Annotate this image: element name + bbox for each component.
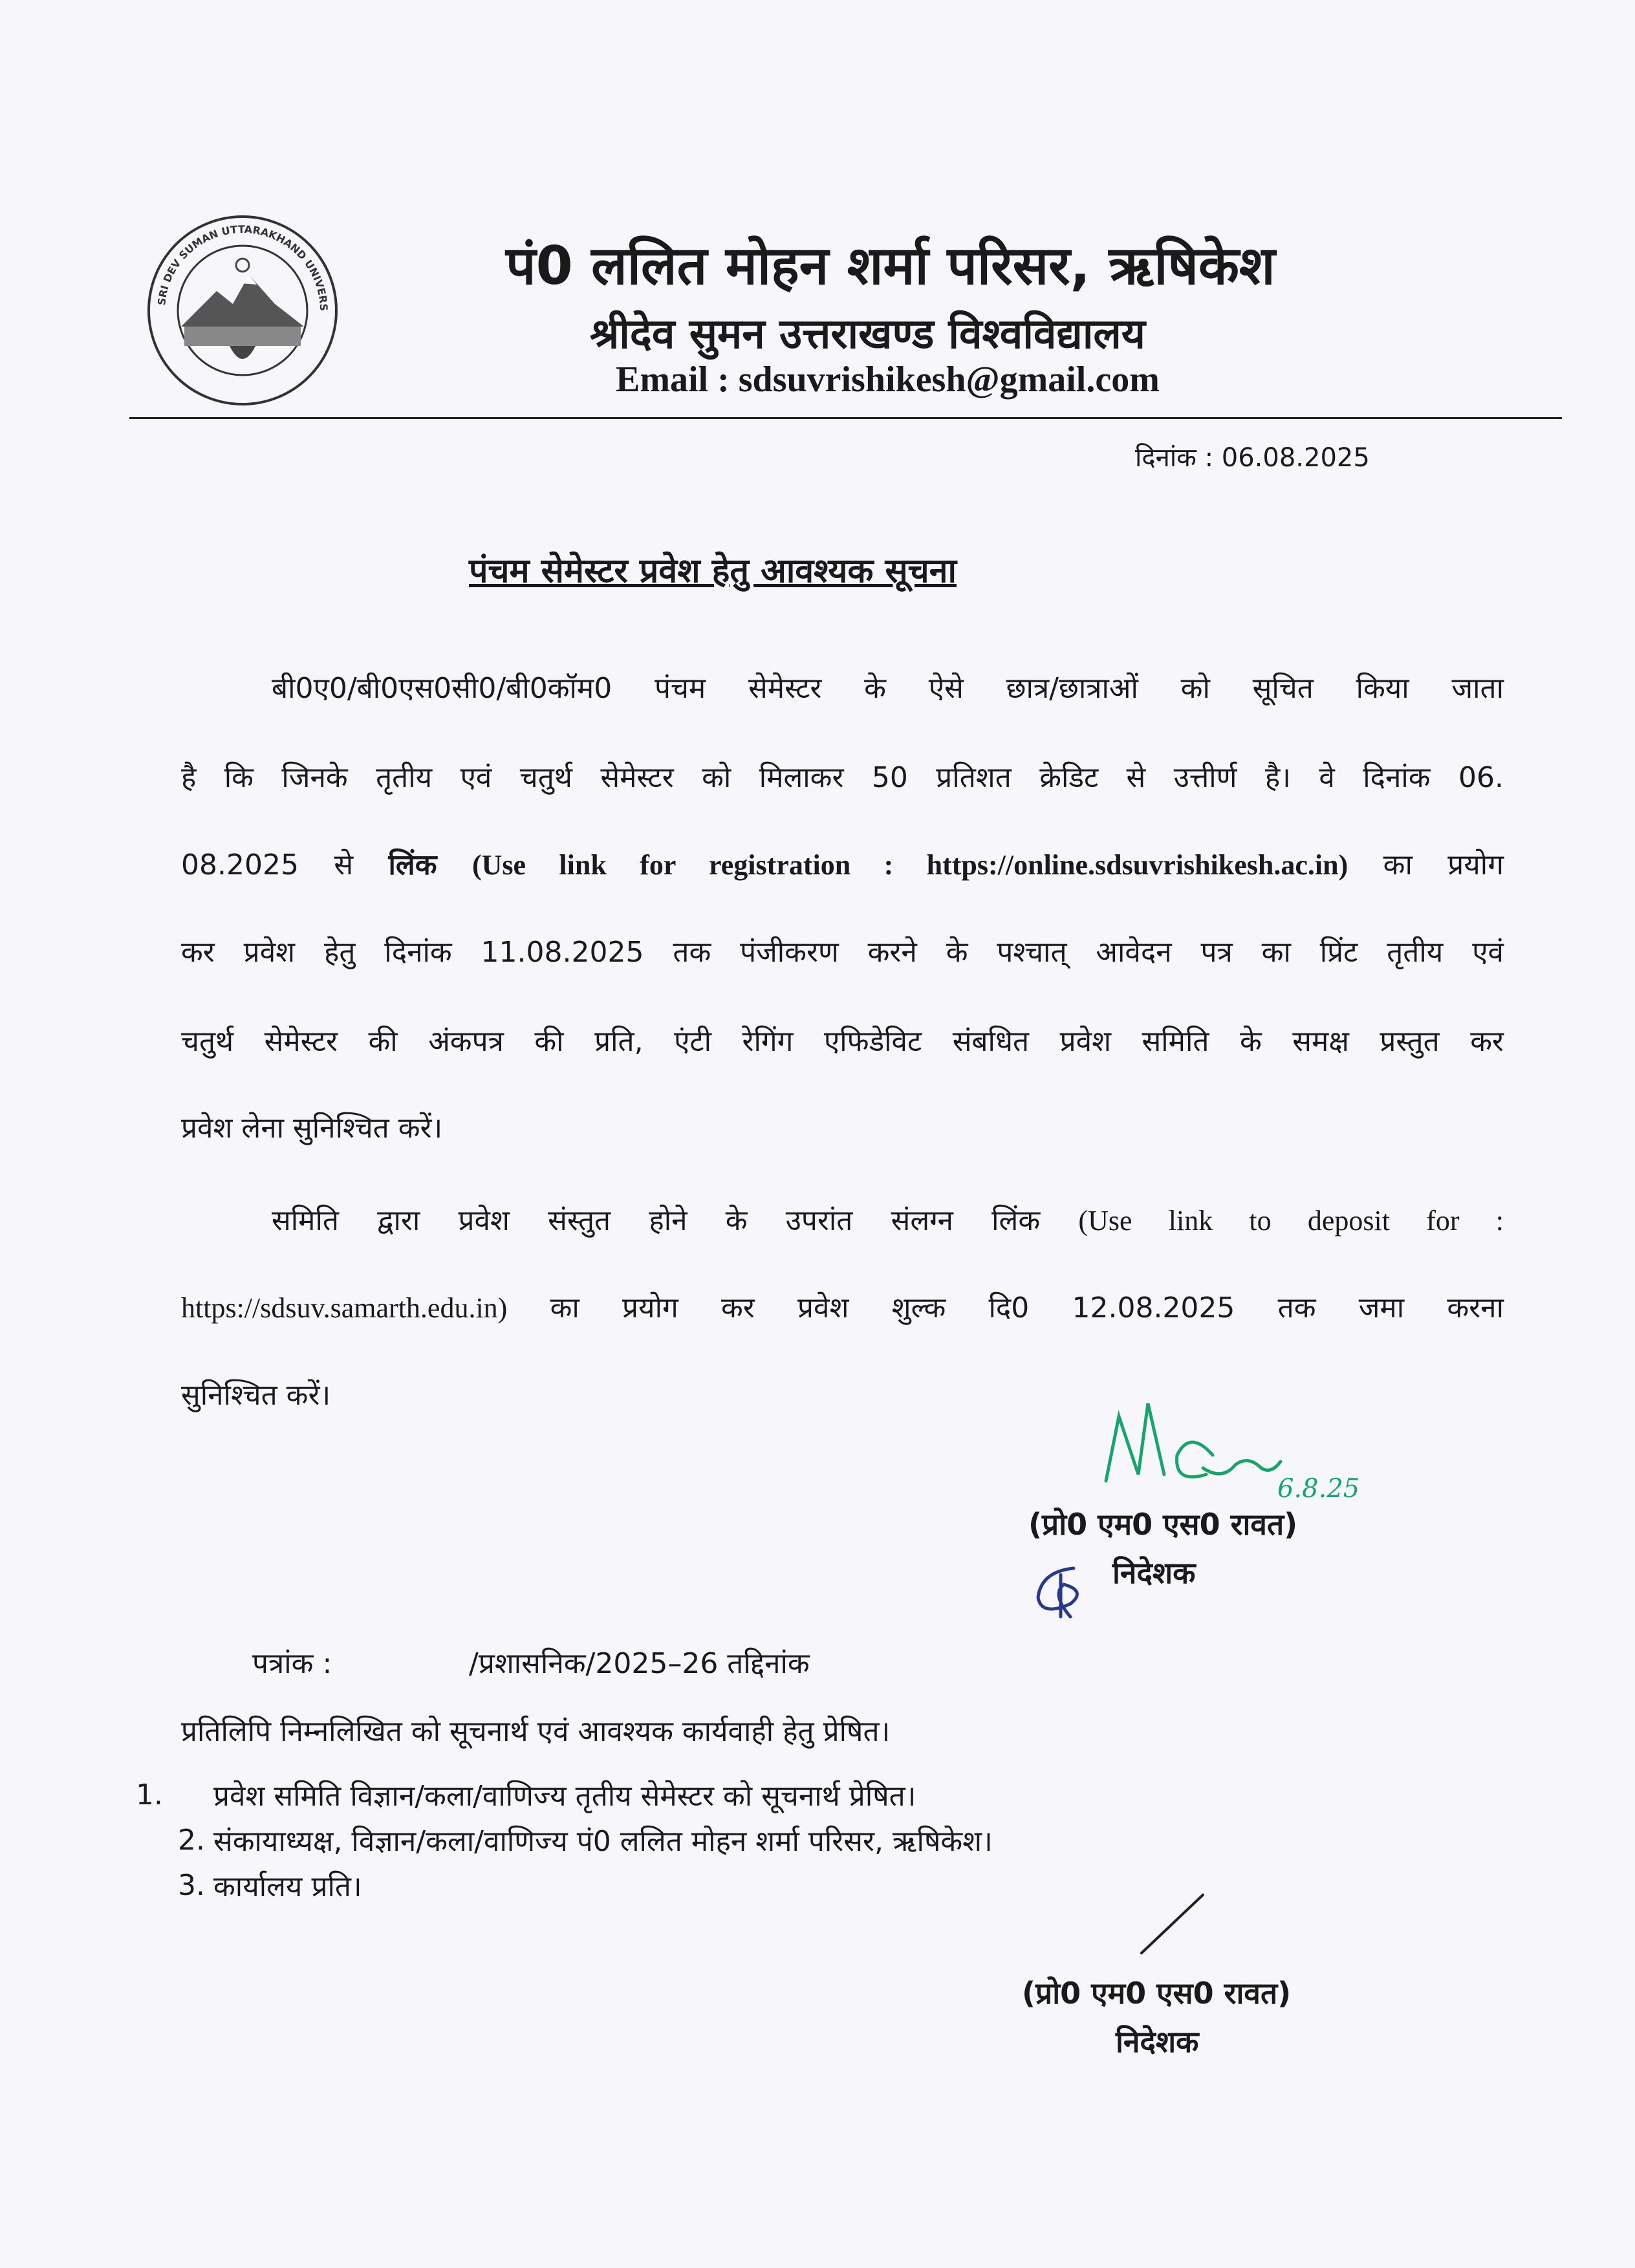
para1-line3-end: का प्रयोग — [1383, 848, 1504, 881]
para1-line5: चतुर्थ सेमेस्टर की अंकपत्र की प्रति, एंटी रेगिंग एफिडेविट संबधित प्रवेश समिति के समक्ष प्रस्तुत कर — [181, 1025, 1504, 1058]
university-name: श्रीदेव सुमन उत्तराखण्ड विश्वविद्यालय — [590, 310, 1145, 358]
signature-date: 6.8.25 — [1277, 1474, 1360, 1504]
fee-deposit-link[interactable]: https://sdsuv.samarth.edu.in) — [181, 1292, 508, 1324]
letter-number-label: पत्रांक : — [252, 1647, 332, 1680]
initial-mark — [1025, 1555, 1096, 1626]
copy-item-2-number: 2. — [178, 1824, 205, 1857]
copy-intro: प्रतिलिपि निम्नलिखित को सूचनार्थ एवं आवश्यक कार्यवाही हेतु प्रेषित। — [181, 1715, 891, 1748]
para2-line2 — [181, 1287, 1504, 1326]
para1-line6: प्रवेश लेना सुनिश्चित करें। — [181, 1112, 443, 1145]
copy-item-3: कार्यालय प्रति। — [213, 1870, 362, 1903]
para2-line1-english: (Use link to deposit for : — [1078, 1205, 1504, 1237]
director-designation: निदेशक — [1112, 1555, 1196, 1590]
letter-number-text: /प्रशासनिक/2025–26 तद्दिनांक — [469, 1647, 810, 1680]
notice-heading: पंचम सेमेस्टर प्रवेश हेतु आवश्यक सूचना — [469, 552, 957, 590]
copy-item-1: प्रवेश समिति विज्ञान/कला/वाणिज्य तृतीय सेमेस्टर को सूचनार्थ प्रेषित। — [213, 1780, 916, 1813]
institution-title: पं0 ललित मोहन शर्मा परिसर, ऋषिकेश — [506, 235, 1275, 297]
director-name: (प्रो0 एम0 एस0 रावत) — [1028, 1507, 1298, 1542]
para1-line4: कर प्रवेश हेतु दिनांक 11.08.2025 तक पंजीकरण करने के पश्चात् आवेदन पत्र का प्रिंट तृतीय एवं — [181, 936, 1504, 969]
director-signature — [1093, 1377, 1391, 1507]
para1-line3 — [181, 844, 1504, 883]
copy-item-1-number: 1. — [136, 1778, 163, 1811]
director-name-2: (प्रो0 एम0 एस0 रावत) — [1022, 1976, 1292, 2011]
para1-line1: बी0ए0/बी0एस0सी0/बी0कॉम0 पंचम सेमेस्टर के ऐसे छात्र/छात्राओं को सूचित किया जाता — [272, 672, 1504, 705]
para2-line1 — [272, 1200, 1504, 1238]
approval-stroke — [1135, 1888, 1213, 1960]
copy-item-3-number: 3. — [178, 1869, 205, 1902]
para2-line1-text: समिति द्वारा प्रवेश संस्तुत होने के उपरांत संलग्न लिंक — [272, 1204, 1041, 1237]
email-line: Email : sdsuvrishikesh@gmail.com — [616, 360, 1160, 400]
logo-text: SRI DEV SUMAN UTTARAKHAND UNIVERS — [155, 222, 330, 312]
registration-link[interactable]: (Use link for registration : https://online.sdsuvrishikesh.ac.in) — [471, 849, 1348, 881]
copy-item-2: संकायाध्यक्ष, विज्ञान/कला/वाणिज्य पं0 ललित मोहन शर्मा परिसर, ऋषिकेश। — [213, 1825, 993, 1858]
director-designation-2: निदेशक — [1116, 2024, 1199, 2059]
para2-line2-text: का प्रयोग कर प्रवेश शुल्क दि0 12.08.2025 तक जमा करना — [550, 1291, 1504, 1324]
link-word: लिंक — [388, 848, 437, 881]
para2-line3: सुनिश्चित करें। — [181, 1379, 331, 1412]
header-divider — [129, 417, 1562, 419]
para1-line2: है कि जिनके तृतीय एवं चतुर्थ सेमेस्टर को मिलाकर 50 प्रतिशत क्रेडिट से उत्तीर्ण है। वे दिनांक 06. — [181, 761, 1504, 794]
university-logo — [146, 213, 340, 407]
issue-date: दिनांक : 06.08.2025 — [1135, 443, 1370, 473]
para1-line3-start: 08.2025 से — [181, 848, 354, 881]
